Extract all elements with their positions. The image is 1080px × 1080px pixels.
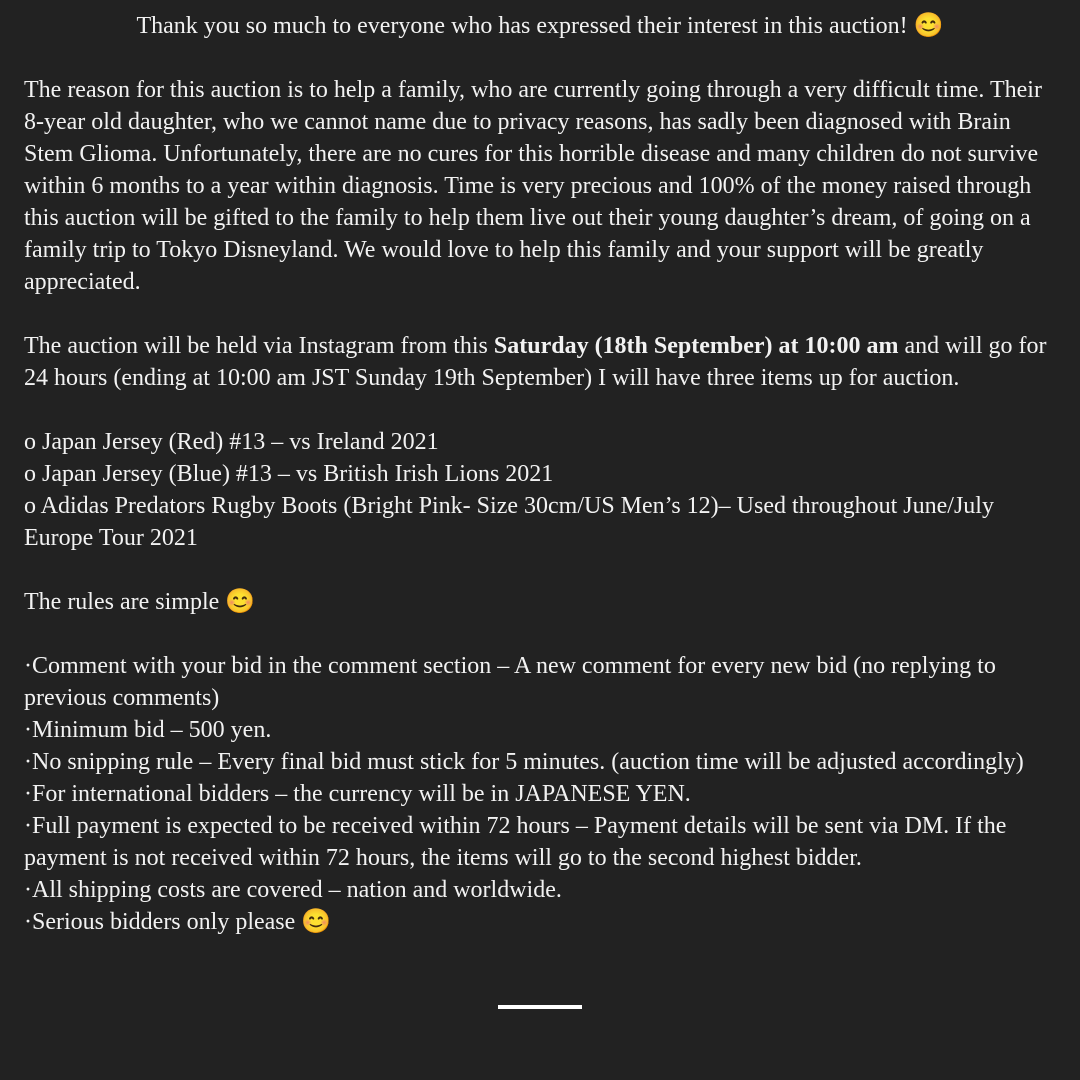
rule-shipping: ·All shipping costs are covered – nation and worldwide. [24, 877, 562, 903]
auction-items-list [24, 426, 1064, 554]
rule-no-sniping: ·No snipping rule – Every final bid must stick for 5 minutes. (auction time will be adjusted accordingly) [24, 749, 1024, 775]
auction-item-red-jersey: o Japan Jersey (Red) #13 – vs Ireland 2021 [24, 429, 439, 455]
rule-currency: ·For international bidders – the currency will be in JAPANESE YEN. [24, 781, 691, 807]
announcement-text [24, 10, 1064, 938]
reason-paragraph: The reason for this auction is to help a family, who are currently going through a very difficult time. Their 8-year old daughter, who we cannot name due to privacy reasons, has sadly been diagnosed with Brain Stem Glioma. Unfortunately, there are no cures for this horrible disease and many children do not survive within 6 months to a year within diagnosis. Time is very precious and 100% of the money raised through this auction will be gifted to the family to help them live out their young daughter’s dream, of going on a family trip to Tokyo Disneyland. We would love to help this family and your support will be greatly appreciated. [24, 77, 1042, 295]
bottom-divider [498, 1005, 582, 1009]
rules-list [24, 650, 1064, 938]
schedule-prefix: The auction will be held via Instagram from this [24, 333, 494, 359]
schedule-suffix: and will go for 24 hours (ending at 10:00 am JST Sunday 19th September) I will have three items up for auction. [24, 333, 1047, 391]
schedule-date-highlight: Saturday (18th September) at 10:00 am [493, 333, 899, 359]
rule-comment-bid: ·Comment with your bid in the comment section – A new comment for every new bid (no replying to previous comments) [24, 653, 996, 711]
rule-payment: ·Full payment is expected to be received within 72 hours – Payment details will be sent via DM. If the payment is not received within 72 hours, the items will go to the second highest bidder. [24, 813, 1007, 871]
rule-minimum-bid: ·Minimum bid – 500 yen. [24, 717, 272, 743]
auction-item-blue-jersey: o Japan Jersey (Blue) #13 – vs British Irish Lions 2021 [24, 461, 554, 487]
rule-serious-bidders: ·Serious bidders only please 😊 [24, 909, 332, 935]
intro-thanks: Thank you so much to everyone who has expressed their interest in this auction! 😊 [136, 13, 944, 39]
rules-heading: The rules are simple 😊 [24, 589, 256, 615]
auction-item-rugby-boots: o Adidas Predators Rugby Boots (Bright Pink- Size 30cm/US Men’s 12)– Used throughout June/July Europe Tour 2021 [24, 493, 994, 551]
schedule-paragraph [24, 330, 1064, 394]
